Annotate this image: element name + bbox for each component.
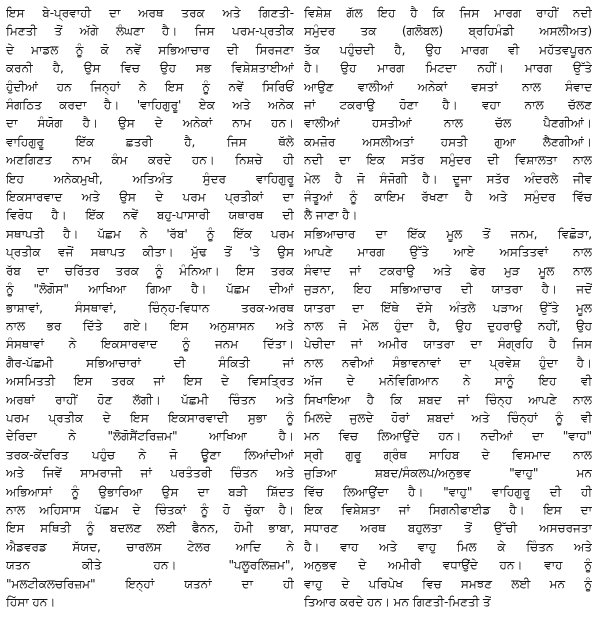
text-line: ਰੱਬ ਦਾ ਚਰਿੱਤਰ ਤਰਕ ਨੂੰ ਮੰਨਿਆ। ਇਸ ਤਰਕ <box>6 263 294 278</box>
text-line: ਇਹ ਅਨੇਕਮੁਖੀ, ਅਤਿਅੰਤ ਸੁੰਦਰ ਵਾਹਿਗੁਰੂ <box>6 171 294 186</box>
text-line: ਜੁੜਿਆ ਸ਼ਬਦ/ਸੰਕਲਪ/ਅਨੁਭਵ "ਵਾਹੁ" ਮਨ <box>304 466 592 481</box>
text-line: ਮਿਲਦੇ ਜੁਲਦੇ ਹੋਰਾਂ ਸ਼ਬਦਾਂ ਅਤੇ ਚਿੰਨ੍ਹਾਂ ਨੂੰ ਵੀ <box>304 410 592 425</box>
text-line: ਸਮੁੰਦਰ ਤਕ (ਗਲੋਬਲ) ਬ੍ਰਹਿਮੰਡੀ ਅਸਲੀਅਤ) <box>304 24 592 39</box>
text-line: ਸਧਾਰਣ ਅਰਥ ਬਹੁਲਤਾ ਤੋਂ ਉੱਚੀ ਅਸਚਰਜਤਾ <box>304 521 592 536</box>
text-line: ਸੰਗਠਿਤ ਕਰਦਾ ਹੈ। 'ਵਾਹਿਗੁਰੂ' ਏਕ ਅਤੇ ਅਨੇਕ <box>6 98 294 113</box>
text-line: ਸੰਸਥਾਵਾਂ ਨੇ ਇਕਸਾਰਵਾਦ ਨੂੰ ਜਨਮ ਦਿੱਤਾ। <box>6 337 294 352</box>
text-line: ਨਾਲ ਭਰ ਦਿੱਤੇ ਗਏ। ਇਸ ਅਨੁਸ਼ਾਸਨ ਅਤੇ <box>6 318 294 333</box>
text-line: ਪਰਮ ਪ੍ਰਤੀਕ ਦੇ ਇਸ ਇਕਸਾਰਵਾਦੀ ਸੁਭਾ ਨੂੰ <box>6 410 294 425</box>
text-line: ਪ੍ਰਤੀਕ ਵਜੋਂ ਸਥਾਪਤ ਕੀਤਾ। ਮੁੱਢ ਤੋਂ 'ਤੇ ਉਸ <box>6 245 294 260</box>
text-line: ਤਿਆਰ ਕਰਦੇ ਹਨ। ਮਨ ਗਿਣਤੀ-ਮਿਣਤੀ ਤੋਂ <box>304 595 491 609</box>
text-line: ਵਾਹੁ ਦੇ ਪਰਿਪੇਖ ਵਿਚ ਸਮਝਣ ਲਈ ਮਨ ਨੂੰ <box>304 576 592 591</box>
text-line: ਕਰਨੀ ਹੈ, ਉਸ ਵਿਚ ਉਹ ਸਭ ਵਿਸ਼ੇਸ਼ਤਾਈਆਂ <box>6 61 294 76</box>
text-line: ਅਸਮਿਤਤੀ ਇਸ ਤਰਕ ਜਾਂ ਇਸ ਦੇ ਵਿਸਤ੍ਰਿਤ <box>6 374 294 389</box>
text-line: ਸੰਵਾਦ ਜਾਂ ਟਕਰਾਉ ਅਤੇ ਫੇਰ ਮੁੜ ਮੂਲ ਨਾਲ <box>304 263 592 278</box>
text-line: ਅਣਗਿਣਤ ਨਾਮ ਕੰਮ ਕਰਦੇ ਹਨ। ਨਿਸ਼ਚੇ ਹੀ <box>6 153 294 168</box>
text-line: ਹੈ। ਵਾਹ ਅਤੇ ਵਾਹੁ ਮਿਲ ਕੇ ਚਿੰਤਨ ਅਤੇ <box>304 539 592 554</box>
text-line: ਦਾ ਸੰਯੋਗ ਹੈ। ਉਸ ਦੇ ਅਨੇਕਾਂ ਨਾਮ ਹਨ। <box>6 116 294 131</box>
text-line: ਸ੍ਰੀ ਗੁਰੂ ਗ੍ਰੰਥ ਸਾਹਿਬ ਦੇ ਵਿਸਮਾਦ ਨਾਲ <box>304 447 592 462</box>
text-line: ਜੁੜਨਾ, ਇਹ ਸਭਿਆਚਾਰ ਦੀ ਯਾਤਰਾ ਹੈ। ਜਦੋਂ <box>304 282 592 297</box>
text-line: ਇਸ ਸਥਿਤੀ ਨੂੰ ਬਦਲਣ ਲਈ ਫੈਨਨ, ਹੋਮੀ ਭਾਬਾ, <box>6 521 294 536</box>
text-line: ਤੱਕ ਪਹੁੰਚਦੀ ਹੈ, ਉਹ ਮਾਰਗ ਵੀ ਮਹੱਤਵਪੂਰਨ <box>304 42 592 57</box>
text-column-left <box>6 4 294 637</box>
text-line: ਮੇਲ ਹੈ ਜੋ ਸੰਜੋਗੀ ਹੈ। ਦੂਜਾ ਸਤੱਰ ਅੰਦਰਲੇ ਜੀਵ <box>304 171 592 186</box>
text-line: ਵਾਲੀਆਂ ਹਸਤੀਆਂ ਨਾਲ ਚੱਲ ਪੈਣਗੀਆਂ। <box>304 116 592 131</box>
text-line: ਦੇਰਿਦਾ ਨੇ "ਲੋਗੋਸੈਂਟਰਿਜ਼ਮ" ਆਖਿਆ ਹੈ। <box>6 429 294 444</box>
text-line: ਮਿਣਤੀ ਤੋਂ ਅੱਗੇ ਲੰਘਣਾ ਹੈ। ਜਿਸ ਪਰਮ-ਪ੍ਰਤੀਕ <box>6 24 294 39</box>
text-line: ਐਡਵਰਡ ਸੱਯਦ, ਚਾਰਲਸ ਟੇਲਰ ਆਦਿ ਨੇ <box>6 539 294 554</box>
text-column-right <box>304 4 592 637</box>
text-line: ਇਸ ਬੇ-ਪ੍ਰਵਾਹੀ ਦਾ ਅਰਥ ਤਰਕ ਅਤੇ ਗਿਣਤੀ- <box>6 6 294 20</box>
text-line: ਸਭਿਆਚਾਰ ਦਾ ਇੱਕ ਮੂਲ ਤੋਂ ਜਨਮ, ਵਿਛੋੜਾ, <box>304 226 592 241</box>
text-line: ਨਦੀ ਦਾ ਇਕ ਸਤੱਰ ਸਮੁੰਦਰ ਦੀ ਵਿਸ਼ਾਲਤਾ ਨਾਲ <box>304 153 592 168</box>
text-line: ਅਨੁਭਵ ਦੇ ਅਮੀਰੀ ਵਧਾਉਂਦੇ ਹਨ। ਵਾਹ ਨੂੰ <box>304 558 592 573</box>
text-line: ਅੱਜ ਦੇ ਮਨੋਵਿਗਿਆਨ ਨੇ ਸਾਨੂੰ ਇਹ ਵੀ <box>304 374 592 389</box>
text-line: ਇਕਸਾਰਵਾਦ ਅਤੇ ਉਸ ਦੇ ਪਰਮ ਪ੍ਰਤੀਕਾਂ ਦਾ <box>6 190 294 205</box>
text-line: ਅਤੇ ਜਿਵੇਂ ਸਾਮਰਾਜੀ ਜਾਂ ਪਰਤੰਤਰੀ ਚਿੰਤਨ ਅਤੇ <box>6 466 294 481</box>
text-line: ਹਿੱਸਾ ਹਨ। <box>6 595 56 609</box>
text-line: ਵਾਹਿਗੁਰੂ ਇੱਕ ਛਤਰੀ ਹੈ, ਜਿਸ ਥੱਲੇ <box>6 134 294 149</box>
text-line: ਸਥਾਪਤੀ ਹੈ। ਪੱਛਮ ਨੇ 'ਰੱਬ' ਨੂੰ ਇੱਕ ਪਰਮ <box>6 226 294 241</box>
text-line: ਭਾਸ਼ਾਵਾਂ, ਸੰਸਥਾਵਾਂ, ਚਿੰਨ੍ਹ-ਵਿਧਾਨ ਤਰਕ-ਅਰਥ <box>6 300 294 315</box>
text-line: ਗੈਰ-ਪੱਛਮੀ ਸਭਿਆਚਾਰਾਂ ਦੀ ਸੰਕਿਤੀ ਜਾਂ <box>6 355 294 370</box>
text-line: ਲੈ ਜਾਣਾ ਹੈ। <box>304 208 358 223</box>
text-line: ਹੈ। ਉਹ ਮਾਰਗ ਮਿਟਦਾ ਨਹੀਂ। ਮਾਰਗ ਉੱਤੇ <box>304 61 592 76</box>
text-line: ਨਾਲ ਜੋ ਮੇਲ ਹੁੰਦਾ ਹੈ, ਉਹ ਦੁਹਰਾਉ ਨਹੀਂ, ਉਹ <box>304 318 592 333</box>
text-line: ਅਭਿਆਸਾਂ ਨੂੰ ਉਭਾਰਿਆ ਉਸ ਦਾ ਬੜੀ ਸ਼ਿੱਦਤ <box>6 484 294 499</box>
text-line: ਇਕ ਵਿਸ਼ੇਸ਼ਤਾ ਜਾਂ ਸਿਗਨੀਫਾਈਡ ਹੈ। ਇਸ ਦਾ <box>304 502 592 517</box>
text-line: ਯਾਤਰਾ ਦਾ ਇੱਥੇ ਦੱਸੇ ਅੰਤਲੇ ਪੜਾਅ ਉੱਤੇ ਮੂਲ <box>304 300 592 315</box>
text-line: ਜੰਤੂਆਂ ਨੂੰ ਕਾਇਮ ਰੱਖਣਾ ਹੈ ਅਤੇ ਸਮੁੰਦਰ ਵਿੱਚ <box>304 190 592 205</box>
text-line: ਮਨ ਵਿਚ ਲਿਆਉਂਦੇ ਹਨ। ਨਦੀਆਂ ਦਾ "ਵਾਹ" <box>304 429 592 444</box>
text-line: ਨੂੰ "ਲੋਗੋਸ" ਆਖਿਆ ਗਿਆ ਹੈ। ਪੱਛਮ ਦੀਆਂ <box>6 282 294 297</box>
text-line: ਨਾਲ ਨਵੀਆਂ ਸੰਭਾਵਨਾਵਾਂ ਦਾ ਪ੍ਰਵੇਸ਼ ਹੁੰਦਾ ਹੈ। <box>304 355 592 370</box>
text-line: ਹੁੰਦੀਆਂ ਹਨ ਜਿਨ੍ਹਾਂ ਨੇ ਇਸ ਨੂੰ ਨਵੇਂ ਸਿਰਿਓਂ <box>6 79 294 94</box>
text-line: ਜਾਂ ਟਕਰਾਉ ਹੋਣਾ ਹੈ। ਵਹਾ ਨਾਲ ਚੱਲਣ <box>304 98 592 113</box>
text-line: ਸਿਖਾਇਆ ਹੈ ਕਿ ਸ਼ਬਦ ਜਾਂ ਚਿੰਨ੍ਹ ਆਪਣੇ ਨਾਲ <box>304 392 592 407</box>
text-line: ਆਉਣ ਵਾਲੀਆਂ ਅਨੇਕਾਂ ਵਸਤਾਂ ਨਾਲ ਸੰਵਾਦ <box>304 79 592 94</box>
text-line: ਵਿਸ਼ੇਸ਼ ਗੱਲ ਇਹ ਹੈ ਕਿ ਜਿਸ ਮਾਰਗ ਰਾਹੀਂ ਨਦੀ <box>304 6 592 20</box>
text-line: ਕਮਜ਼ੋਰ ਅਸਲੀਅਤਾਂ ਹਸਤੀ ਗੁਆ ਲੈਣਗੀਆਂ। <box>304 134 592 149</box>
text-line: ਪੇਚੀਦਾ ਜਾਂ ਅਮੀਰ ਯਾਤਰਾ ਦਾ ਸੰਗ੍ਰਹਿ ਹੈ ਜਿਸ <box>304 337 592 352</box>
text-line: ਵਿੱਚ ਲਿਆਉਂਦਾ ਹੈ। "ਵਾਹੁ" ਵਾਹਿਗੁਰੂ ਦੀ ਹੀ <box>304 484 592 499</box>
text-line: ਦੇ ਮਾਡਲ ਨੂੰ ਕੋ ਨਵੇਂ ਸਭਿਆਚਾਰ ਦੀ ਸਿਰਜਣਾ <box>6 42 294 57</box>
text-line: ਅਰਥਾਂ ਰਾਹੀਂ ਹੋਣ ਲੱਗੀ। ਪੱਛਮੀ ਚਿੰਤਨ ਅਤੇ <box>6 392 294 407</box>
text-line: ਯਤਨ ਕੀਤੇ ਹਨ। "ਪਲੂਰਲਿਜ਼ਮ", <box>6 558 294 573</box>
text-line: ਆਪਣੇ ਮਾਰਗ ਉੱਤੇ ਆਏ ਅਸਤਿਤਵਾਂ ਨਾਲ <box>304 245 592 260</box>
text-line: ਤਰਕ-ਕੇਂਦਰਿਤ ਪਹੁੰਚ ਨੇ ਜੋ ਊਣਾ ਲਿਆਂਦੀਆਂ <box>6 447 294 462</box>
text-line: ਵਿਰੋਧ ਹੈ। ਇੱਕ ਨਵੇਂ ਬਹੁ-ਪਾਸਾਰੀ ਯਥਾਰਥ ਦੀ <box>6 208 294 223</box>
text-line: ਨਾਲ ਅਹਿਸਾਸ ਪੱਛਮ ਦੇ ਚਿੰਤਕਾਂ ਨੂੰ ਹੋ ਚੁੱਕਾ ਹੈ। <box>6 502 294 517</box>
text-line: "ਮਲਟੀਕਲਚਰਿਜ਼ਮ" ਇਨ੍ਹਾਂ ਯਤਨਾਂ ਦਾ ਹੀ <box>6 576 294 591</box>
